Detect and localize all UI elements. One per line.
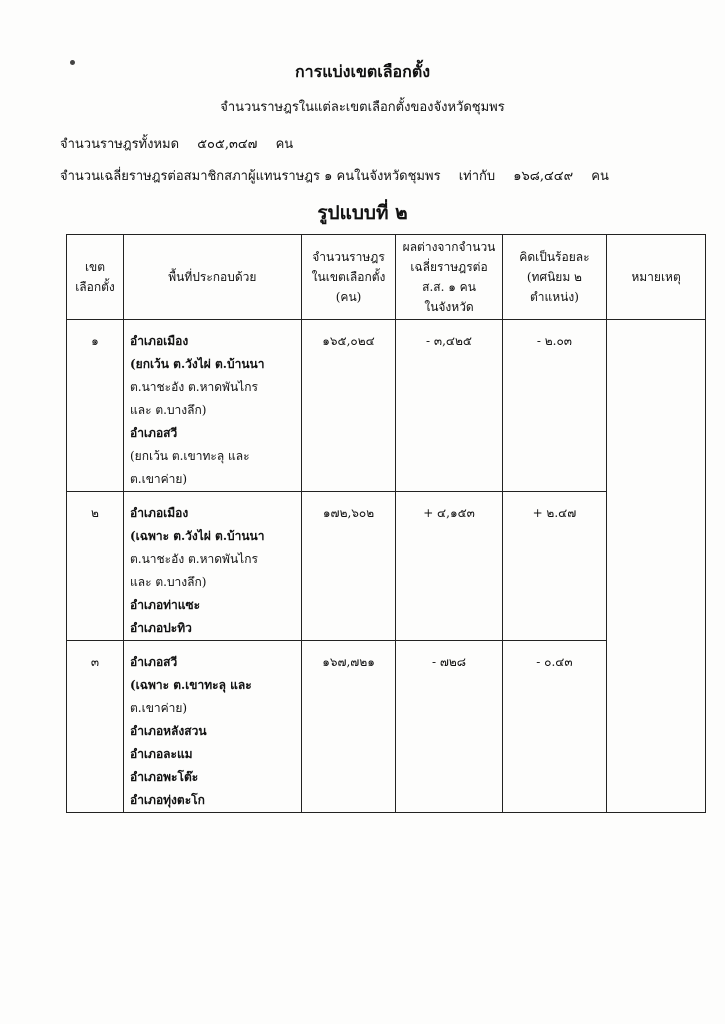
district-table [66, 234, 706, 813]
average-unit: คน [591, 169, 609, 184]
total-population-unit: คน [275, 137, 294, 152]
header-population: จำนวนราษฎร ในเขตเลือกตั้ง (คน) [301, 235, 396, 320]
district-difference: + ๔,๑๕๓ [396, 492, 502, 641]
district-percent: - ๐.๔๓ [502, 641, 606, 813]
district-percent: - ๒.๐๓ [502, 320, 606, 492]
header-percent: คิดเป็นร้อยละ (ทศนิยม ๒ ตำแหน่ง) [502, 235, 606, 320]
header-district: เขต เลือกตั้ง [67, 235, 124, 320]
district-difference: - ๓,๔๒๕ [396, 320, 502, 492]
district-number: ๒ [67, 492, 124, 641]
document-title: การแบ่งเขตเลือกตั้ง [294, 62, 431, 81]
average-label: จำนวนเฉลี่ยราษฎรต่อสมาชิกสภาผู้แทนราษฎร ๑ คนในจังหวัดชุมพร [60, 169, 441, 184]
district-population: ๑๖๕,๐๒๔ [301, 320, 396, 492]
district-population: ๑๖๗,๗๒๑ [301, 641, 396, 813]
total-population-line [60, 133, 293, 154]
district-number: ๓ [67, 641, 124, 813]
header-areas: พื้นที่ประกอบด้วย [123, 235, 301, 320]
average-population-line [60, 165, 609, 186]
table-row [67, 320, 706, 492]
remark-cell [607, 320, 706, 813]
district-population: ๑๗๒,๖๐๒ [301, 492, 396, 641]
average-value: ๑๖๘,๔๔๙ [513, 169, 574, 184]
district-difference: - ๗๒๘ [396, 641, 502, 813]
district-areas: อำเภอสวี (เฉพาะ ต.เขาทะลุ และ ต.เขาค่าย) อำเภอหลังสวน อำเภอละแม อำเภอพะโต๊ะ อำเภอทุ่งตะโก [123, 641, 301, 813]
table-header-row [67, 235, 706, 320]
header-remark: หมายเหตุ [607, 235, 706, 320]
district-areas: อำเภอเมือง (ยกเว้น ต.วังไผ่ ต.บ้านนา ต.นาชะอัง ต.หาดพันไกร และ ต.บางลึก) อำเภอสวี (ยกเว้น ต.เขาทะลุ และ ต.เขาค่าย) [123, 320, 301, 492]
format-title: รูปแบบที่ ๒ [317, 202, 408, 224]
district-percent: + ๒.๔๗ [502, 492, 606, 641]
header-difference: ผลต่างจากจำนวน เฉลี่ยราษฎรต่อ ส.ส. ๑ คน ในจังหวัด [396, 235, 502, 320]
average-equals: เท่ากับ [458, 169, 496, 184]
total-population-label: จำนวนราษฎรทั้งหมด [60, 137, 180, 152]
district-number: ๑ [67, 320, 124, 492]
document-subtitle: จำนวนราษฎรในแต่ละเขตเลือกตั้งของจังหวัดชุมพร [220, 100, 505, 115]
district-areas: อำเภอเมือง (เฉพาะ ต.วังไผ่ ต.บ้านนา ต.นาชะอัง ต.หาดพันไกร และ ต.บางลึก) อำเภอท่าแซะ อำเภอปะทิว [123, 492, 301, 641]
total-population-value: ๕๐๕,๓๔๗ [197, 137, 258, 152]
